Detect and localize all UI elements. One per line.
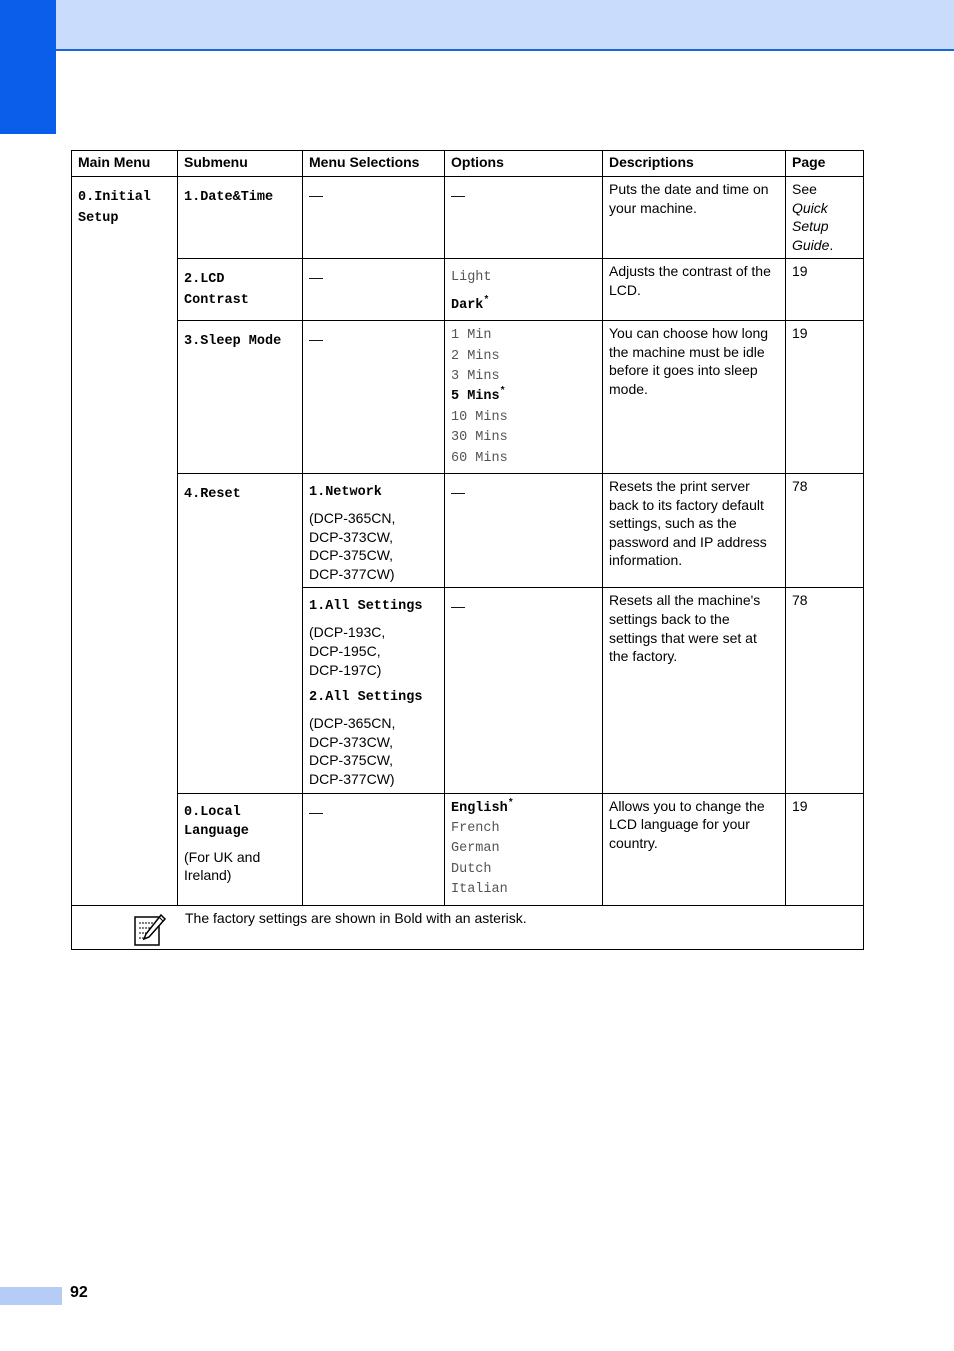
- selection-models: (DCP-365CN, DCP-373CW, DCP-375CW, DCP-377CW): [309, 510, 396, 582]
- page-ref: 78: [792, 478, 808, 495]
- note-row: [72, 905, 864, 949]
- description-text: Puts the date and time on your machine.: [609, 181, 769, 216]
- description-text: Resets the print server back to its factory default settings, such as the password and IP address information.: [609, 478, 767, 569]
- option-item: 10 Mins: [451, 409, 508, 425]
- option-item-default: English*: [451, 798, 514, 816]
- option-item-default: 5 Mins*: [451, 386, 506, 405]
- option-item: 30 Mins: [451, 430, 508, 446]
- table-row: [72, 793, 864, 905]
- page-number: 92: [70, 1284, 88, 1301]
- selection-code: 1.All Settings: [309, 599, 423, 615]
- submenu-label: 1.Date&Time: [184, 190, 274, 205]
- page-guide-ref: Quick Setup Guide: [792, 199, 830, 253]
- selection-dash: —: [309, 803, 323, 820]
- option-item: 60 Mins: [451, 450, 508, 466]
- note-pencil-icon: [133, 913, 167, 947]
- submenu-label: 0.Local Language: [184, 804, 249, 839]
- submenu-label: 4.Reset: [184, 487, 241, 503]
- selection-models: (DCP-365CN, DCP-373CW, DCP-375CW, DCP-377CW): [309, 715, 396, 787]
- option-item: Italian: [451, 882, 508, 898]
- page-number-tab: [0, 1287, 62, 1305]
- chapter-tab: [0, 0, 56, 134]
- option-item: 3 Mins: [451, 369, 500, 384]
- page-period: .: [829, 236, 834, 253]
- selection-dash: —: [309, 331, 323, 348]
- selection-code: 2.All Settings: [309, 690, 423, 706]
- header-main-menu: Main Menu: [72, 151, 178, 177]
- selection-dash: —: [309, 187, 323, 203]
- option-item: French: [451, 820, 500, 836]
- options-dash: —: [451, 484, 465, 501]
- table-row: [72, 321, 864, 474]
- header-band: [56, 0, 954, 51]
- note-text: The factory settings are shown in Bold with an asterisk.: [185, 909, 527, 926]
- option-item: Light: [451, 270, 492, 286]
- submenu-note: (For UK and Ireland): [184, 848, 261, 884]
- submenu-label: 3.Sleep Mode: [184, 334, 282, 350]
- header-submenu: Submenu: [178, 151, 303, 177]
- page-ref: 19: [792, 263, 808, 280]
- page-see: See: [792, 181, 817, 197]
- table-row: [72, 474, 864, 588]
- options-dash: —: [451, 187, 465, 203]
- table-row: [72, 177, 864, 259]
- header-descriptions: Descriptions: [603, 151, 786, 177]
- description-text: You can choose how long the machine must be idle before it goes into sleep mode.: [609, 325, 769, 397]
- description-text: Adjusts the contrast of the LCD.: [609, 263, 771, 298]
- menu-table: [71, 150, 864, 950]
- page-ref: 19: [792, 797, 808, 814]
- header-page: Page: [786, 151, 864, 177]
- options-dash: —: [451, 598, 465, 615]
- option-item: 2 Mins: [451, 348, 500, 364]
- option-item-default: Dark*: [451, 295, 490, 313]
- option-item: German: [451, 841, 500, 857]
- main-menu-cell: [72, 177, 178, 906]
- main-menu-label: 0.Initial Setup: [78, 190, 151, 226]
- header-menu-selections: Menu Selections: [303, 151, 445, 177]
- selection-dash: —: [309, 269, 323, 286]
- page-ref: 19: [792, 325, 808, 342]
- table-header-row: [72, 151, 864, 177]
- selection-models: (DCP-193C, DCP-195C, DCP-197C): [309, 624, 386, 678]
- description-text: Allows you to change the LCD language for your country.: [609, 797, 765, 851]
- description-text: Resets all the machine's settings back to the settings that were set at the factory.: [609, 592, 761, 665]
- note-cell: [72, 905, 864, 949]
- submenu-label: 2.LCD Contrast: [184, 272, 249, 309]
- option-item: Dutch: [451, 861, 492, 877]
- header-options: Options: [445, 151, 603, 177]
- table-row: [72, 259, 864, 321]
- selection-code: 1.Network: [309, 485, 382, 501]
- option-item: 1 Min: [451, 328, 492, 344]
- page-ref: 78: [792, 592, 808, 609]
